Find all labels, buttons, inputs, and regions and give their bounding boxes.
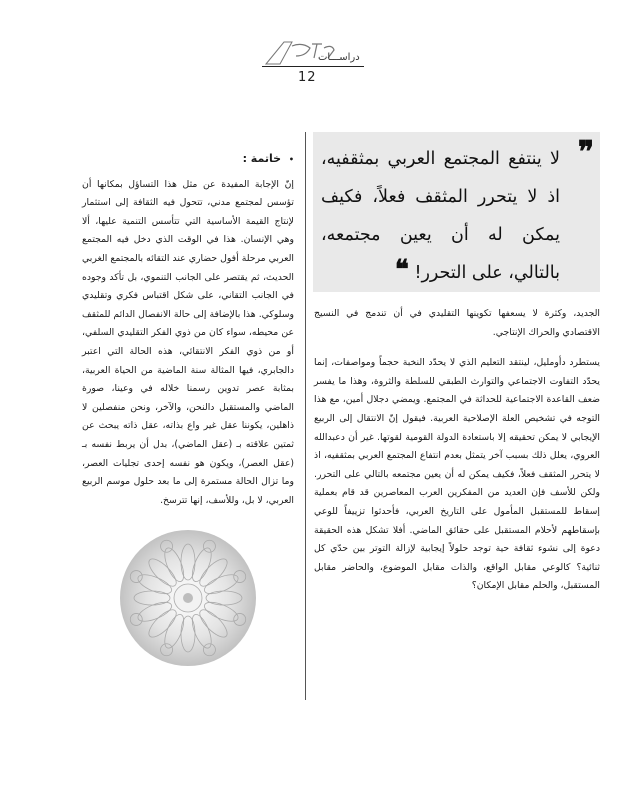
left-column: [82, 150, 294, 510]
paragraph: الجديد، وكثرة لا يسعفها تكوينها التقليدي في أن تندمج في النسيج الاقتصادي والحراك الإنتاجي.: [314, 308, 600, 338]
header-rule: [262, 66, 364, 67]
right-column: [314, 305, 600, 608]
floral-ornament-icon: [118, 528, 258, 668]
pull-quote-body: لا ينتفع المجتمع العربي بمثقفيه، اذ لا يتحرر المثقف فعلاً، فكيف يمكن له أن يعين مجتمعه، بالتالي، على التحرر!: [321, 149, 560, 283]
column-divider: [305, 132, 306, 700]
section-label: دراســـات: [318, 52, 360, 63]
quote-open-icon: ❞: [577, 135, 594, 170]
quote-close-icon: ❝: [394, 255, 409, 285]
paragraph: يستطرد دأومليل، لينتقد التعليم الذي لا يحدّد النخبة حجماً ومواصفات، إنما يحدّد التفاوت الاجتماعي والتوارث الطبقي للسلطة والثروة، وهذا ما يفسر ضعف القاعدة الاجتماعية للحداثة في المجتمع. ويمضي دجلال أمين، مع هذا التوجه في تشخيص العلة الإصلاحية العربية. فيقول إنّ الانتقال إلى الربيع الإيجابي لا يمكن تحقيقه إلا باستعادة الدولة القومية لقوتها. غير أن دعبدالله العروي، يعلل ذلك بسبب آخر يتمثل بعدم انتفاع المجتمع العربي بمثقفيه، اذ لا يتحرر المثقف فعلاً، فكيف يمكن له أن يعين مجتمعه بالتالي على التحرر. ولكن للأسف فإن العديد من المفكرين العرب المعاصرين قد قام بعملية إسقاط للمستقبل المأمول على التاريخ العربي، فأحدثوا تزييفاً للوعي بإسقاطهم لأحلام المستقبل على حقائق الماضي. أفلا تشكل هذه الحقيقة دعوة إلى نشوء ثقافة حية توجد حلولاً إيجابية لإزالة التوتر بين حدّي كل ثنائية؟ كالوعي مقابل الواقع، والذات مقابل الموضوع، والحاضر مقابل المستقبل، والحلم مقابل الإمكان؟: [314, 357, 600, 592]
page-header: [0, 0, 621, 100]
paragraph: إنّ الإجابة المفيدة عن مثل هذا التساؤل بمكانها أن تؤسس لمجتمع مدني، تتحول فيه الثقافة إلى استثمار لإنتاج القيمة الأساسية التي تتأسس التنمية عليها، ألا وهي الإنسان. هذا في الوقت الذي دخل فيه المجتمع العربي مرحلة أفول حضاري عند التقائه بالمجتمع الغربي الحديث، ثم يقتصر على الجانب التنموي، بل تأكد وجوده في الجانب التقاني، على شكل اقتباس فكري وتقليدي وسلوكي. هذا بالإضافة إلى حالة الانفصال الدائم للمثقف عن محيطه، سواء كان من ذوي الفكر التقليدي السلفي، أو من ذوي الفكر الانتقائي، هذه الحالة التي اعتبر دالجابري، فيها المثالة سنة الماضية من الحياة العربية، بمثابة عصر تدوين رسمنا خلاله في وعينا، صورة الماضي والمستقبل دالنحن، والآخر، ونحن منفصلين لا ذاهلين، يكوننا عقل غير واع بذاته، عقل ذاته يبحث عن ثمتين علاقته بـ (عقل الماضي)، بدل أن يربط نفسه بـ (عقل العصر)، ويكون هو نفسه إحدى تجليات العصر، وما تزال الحالة مستمرة إلى ما بعد حلول موسم الربيع العربي، لا بل، وللأسف، إنها تترسخ.: [82, 178, 294, 506]
section-heading: [82, 150, 294, 170]
section-heading-text: خاتمة :: [242, 152, 282, 165]
pull-quote: [313, 132, 600, 292]
page-number: 12: [298, 70, 317, 85]
bullet-icon: •: [288, 155, 294, 164]
pull-quote-text: [321, 140, 588, 292]
